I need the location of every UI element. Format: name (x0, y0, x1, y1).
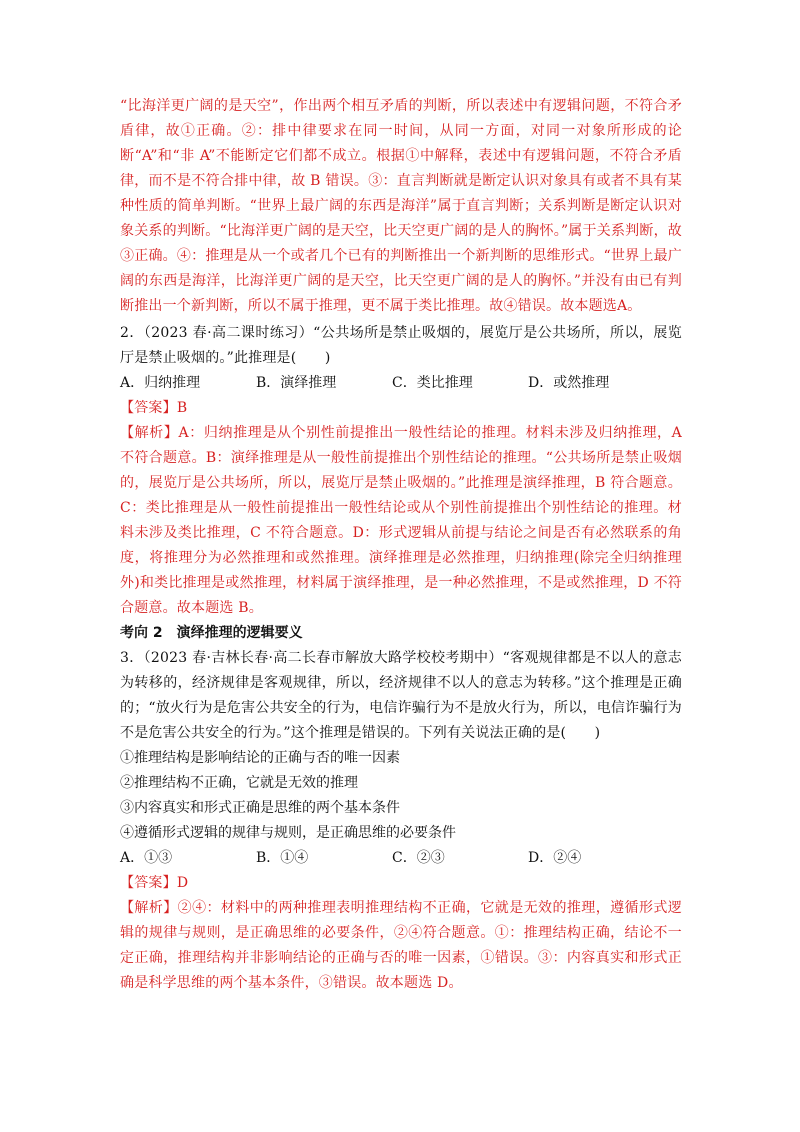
q3-statement-1: ①推理结构是影响结论的正确与否的唯一因素 (120, 750, 400, 766)
q3-analysis-text: ②④：材料中的两种推理表明推理结构不正确，它就是无效的推理，遵循形式逻辑的规律与规则，是正确思维的必要条件，②④符合题意。①：推理结构正确，结论不一定正确，推理结构并非影响结论的正确与否的唯一因素，①错误。③：内容真实和形式正确是科学思维的两个基本条件，③错误。故本题选 D。 (120, 900, 682, 991)
q3-option-c: C．②③ (392, 850, 445, 866)
q3-analysis (120, 896, 682, 996)
q2-option-a: A．归纳推理 (120, 375, 201, 391)
q3-answer-label: 【答案】 (120, 875, 177, 891)
q3-statement-4: ④遵循形式逻辑的规律与规则，是正确思维的必要条件 (120, 825, 456, 841)
q2-answer-label: 【答案】 (120, 400, 177, 416)
q2-analysis-label: 【解析】 (120, 425, 179, 441)
q3-option-d: D．②④ (528, 850, 582, 866)
q3-statement-3: ③内容真实和形式正确是思维的两个基本条件 (120, 800, 400, 816)
q3-option-a: A．①③ (120, 850, 173, 866)
q2-answer-value: B (176, 400, 188, 416)
q3-answer (120, 871, 682, 896)
q2-option-b: B．演绎推理 (256, 375, 337, 391)
q3-analysis-label: 【解析】 (120, 900, 178, 916)
q3-answer-value: D (176, 875, 189, 891)
q2-analysis (120, 421, 682, 621)
q2-option-d: D．或然推理 (528, 375, 610, 391)
q3-stem: 3．（2023 春·吉林长春·高二长春市解放大路学校校考期中）“客观规律都是不以人的意志为转移的，经济规律是客观规律，所以，经济规律不以人的意志为转移。”这个推理是正确的；“放火行为是危害公共安全的行为，电信诈骗行为不是放火行为，所以，电信诈骗行为不是危害公共安全的行为。”这个推理是错误的。下列有关说法正确的是( ) (120, 650, 682, 741)
q2-answer (120, 396, 682, 421)
document-page (120, 94, 682, 996)
q3-options (120, 846, 682, 871)
q2-options (120, 371, 682, 396)
q3-statement-2: ②推理结构不正确，它就是无效的推理 (120, 775, 358, 791)
q1-analysis-tail: “比海洋更广阔的是天空”，作出两个相互矛盾的判断，所以表述中有逻辑问题，不符合矛盾律，故①正确。②：排中律要求在同一时间，从同一方面，对同一对象所形成的论断“A”和“非 A”不能断定它们都不成立。根据①中解释，表述中有逻辑问题，不符合矛盾律，而不是不符合排中律，故 B 错误。③：直言判断就是断定认识对象具有或者不具有某种性质的简单判断。“世界上最广阔的东西是海洋”属于直言判断；关系判断是断定认识对象关系的判断。“比海洋更广阔的是天空，比天空更广阔的是人的胸怀。”属于关系判断，故③正确。④：推理是从一个或者几个已有的判断推出一个新判断的思维形式。“世界上最广阔的东西是海洋，比海洋更广阔的是天空，比天空更广阔的是人的胸怀。”并没有由已有判断推出一个新判断，所以不属于推理，更不属于类比推理。故④错误。故本题选A。 (120, 98, 682, 314)
q2-option-c: C．类比推理 (392, 375, 473, 391)
section-heading: 考向 2 演绎推理的逻辑要义 (120, 625, 303, 641)
q2-stem: 2．（2023 春·高二课时练习）“公共场所是禁止吸烟的，展览厅是公共场所，所以，展览厅是禁止吸烟的。”此推理是( ) (120, 325, 682, 366)
q3-option-b: B．①④ (256, 850, 309, 866)
q2-analysis-text: A：归纳推理是从个别性前提推出一般性结论的推理。材料未涉及归纳推理，A 不符合题意。B：演绎推理是从一般性前提推出个别性结论的推理。“公共场所是禁止吸烟的，展览厅是公共场所，所以，展览厅是禁止吸烟的。”此推理是演绎推理，B 符合题意。C：类比推理是从一般性前提推出一般性结论或从个别性前提推出个别性结论的推理。材料未涉及类比推理，C 不符合题意。D：形式逻辑从前提与结论之间是否有必然联系的角度，将推理分为必然推理和或然推理。演绎推理是必然推理，归纳推理(除完全归纳推理外)和类比推理是或然推理，材料属于演绎推理，是一种必然推理，不是或然推理，D 不符合题意。故本题选 B。 (120, 425, 682, 616)
